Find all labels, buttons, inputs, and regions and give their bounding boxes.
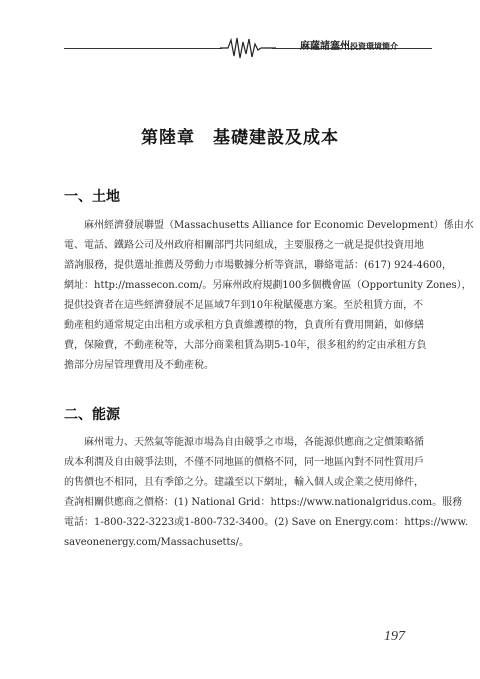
- paragraph-line: 網址：http://massecon.com/。另麻州政府規劃100多個機會區（Opportunity Zones），: [64, 280, 472, 291]
- paragraph-line: 提供投資者在這些經濟發展不足區域7年到10年稅賦優惠方案。至於租賃方面，不: [64, 300, 424, 311]
- paragraph-line: 麻州電力、天然氣等能源市場為自由競爭之市場，各能源供應商之定價策略循: [64, 437, 424, 448]
- paragraph-line: 的售價也不相同，且有季節之分。建議至以下網址，輸入個人或企業之使用條件，: [64, 477, 424, 488]
- heartbeat-icon: [220, 36, 276, 60]
- paragraph-line: 電、電話、鐵路公司及州政府相關部門共同組成，主要服務之一就是提供投資用地: [64, 240, 424, 251]
- header-title: [300, 37, 398, 52]
- section-paragraph-energy: [64, 433, 469, 553]
- paragraph-line: 動產租約通常規定由出租方或承租方負責維護標的物，負責所有費用開銷，如修繕: [64, 320, 424, 331]
- paragraph-line: 查詢相關供應商之價格：(1) National Grid：https://www.nationalgridus.com。服務: [64, 497, 463, 508]
- paragraph-line: 擔部分房屋管理費用及不動產稅。: [64, 360, 214, 371]
- paragraph-line: 費，保險費，不動產稅等，大部分商業租賃為期5-10年，很多租約約定由承租方負: [64, 340, 427, 351]
- chapter-title: 第陸章 基礎建設及成本: [141, 128, 339, 148]
- header-title-main: 麻薩諸塞州: [300, 41, 350, 52]
- paragraph-line: 諮詢服務，提供選址推薦及勞動力市場數據分析等資訊，聯絡電話：(617) 924-4600，: [64, 260, 452, 271]
- header-rule-left: [64, 48, 222, 49]
- paragraph-line: 電話：1-800-322-3223或1-800-732-3400。(2) Save on Energy.com：https://www.: [64, 517, 469, 528]
- section-paragraph-land: [64, 216, 474, 376]
- page-number: 197: [384, 629, 405, 644]
- header-title-sub: 投資環境簡介: [350, 41, 398, 51]
- paragraph-line: saveonenergy.com/Massachusetts/。: [64, 537, 250, 548]
- paragraph-line: 麻州經濟發展聯盟（Massachusetts Alliance for Economic Development）係由水: [64, 220, 474, 231]
- section-heading-energy: 二、能源: [64, 407, 120, 423]
- section-heading-land: 一、土地: [64, 189, 120, 205]
- paragraph-line: 成本利潤及自由競爭法則，不僅不同地區的價格不同，同一地區內對不同性質用戶: [64, 457, 424, 468]
- page-header: [0, 0, 480, 70]
